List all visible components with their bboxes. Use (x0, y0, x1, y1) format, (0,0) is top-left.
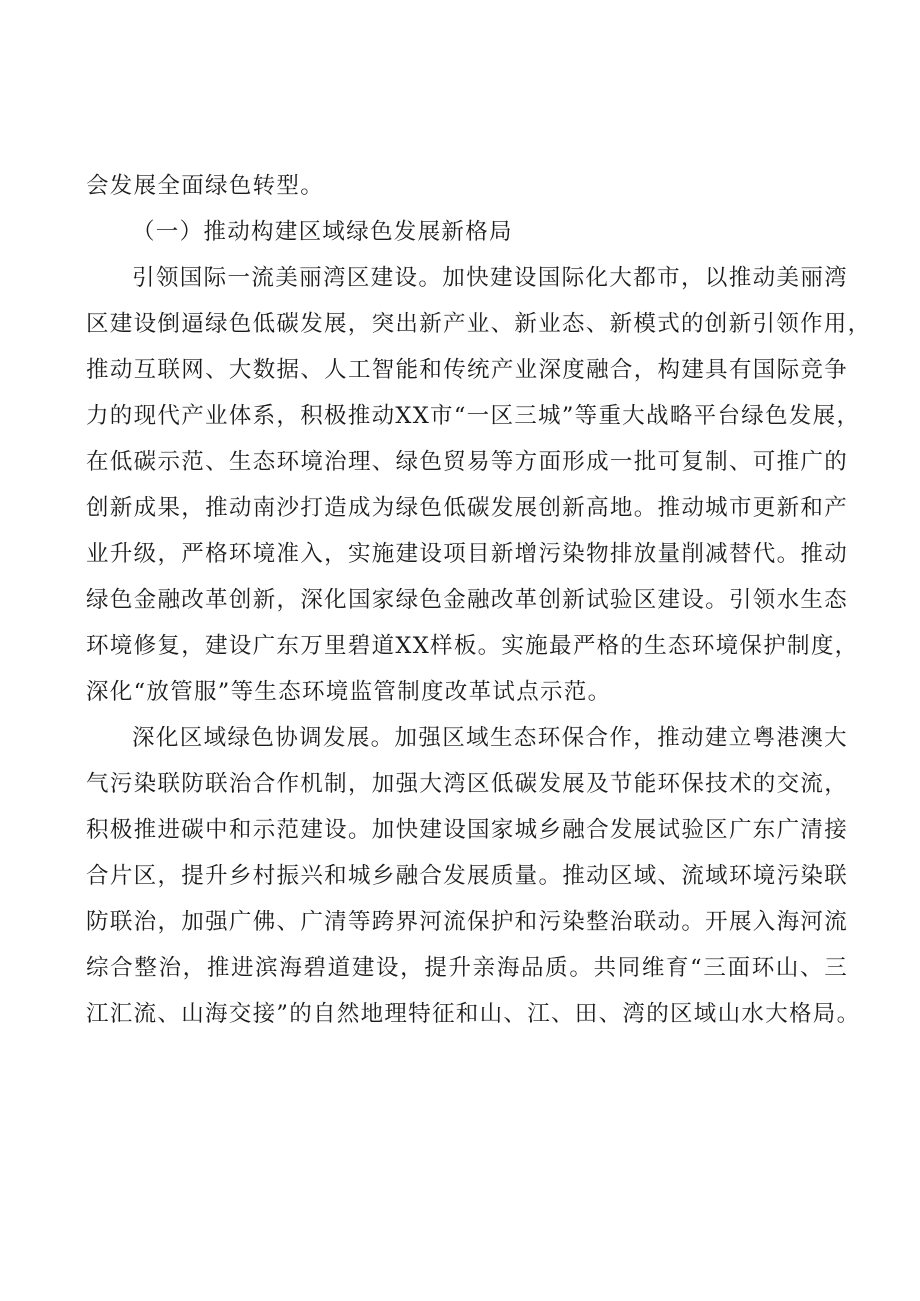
paragraph-line: 创新成果，推动南沙打造成为绿色低碳发展创新高地。推动城市更新和产 (86, 495, 848, 521)
paragraph-line: 在低碳示范、生态环境治理、绿色贸易等方面形成一批可复制、可推广的 (86, 449, 848, 475)
paragraph-line: 深化“放管服”等生态环境监管制度改革试点示范。 (86, 679, 612, 705)
paragraph-line: 深化区域绿色协调发展。加强区域生态环保合作，推动建立粤港澳大 (132, 725, 848, 751)
paragraph-green-bay-area (86, 255, 872, 715)
paragraph-line: 绿色金融改革创新，深化国家绿色金融改革创新试验区建设。引领水生态 (86, 587, 848, 613)
paragraph-line: 积极推进碳中和示范建设。加快建设国家城乡融合发展试验区广东广清接 (86, 817, 848, 843)
paragraph-line: 综合整治，推进滨海碧道建设，提升亲海品质。共同维育“三面环山、三 (86, 955, 848, 981)
paragraph-line: 环境修复，建设广东万里碧道XX样板。实施最严格的生态环境保护制度， (86, 633, 859, 659)
paragraph-line: 区建设倒逼绿色低碳发展，突出新产业、新业态、新模式的创新引领作用， (86, 311, 872, 337)
paragraph-line: 推动互联网、大数据、人工智能和传统产业深度融合，构建具有国际竞争 (86, 357, 848, 383)
paragraph-regional-coordination (86, 715, 861, 1037)
paragraph-line: 防联治，加强广佛、广清等跨界河流保护和污染整治联动。开展入海河流 (86, 909, 848, 935)
intro-tail-line: 会发展全面绿色转型。 (86, 173, 325, 199)
paragraph-line: 业升级，严格环境准入，实施建设项目新增污染物排放量削减替代。推动 (86, 541, 848, 567)
section-heading: （一）推动构建区域绿色发展新格局 (132, 219, 513, 245)
document-body (86, 163, 872, 1037)
paragraph-line: 合片区，提升乡村振兴和城乡融合发展质量。推动区域、流域环境污染联 (86, 863, 848, 889)
paragraph-line: 力的现代产业体系，积极推动XX市“一区三城”等重大战略平台绿色发展， (86, 403, 861, 429)
paragraph-line: 引领国际一流美丽湾区建设。加快建设国际化大都市，以推动美丽湾 (132, 265, 848, 291)
paragraph-line: 气污染联防联治合作机制，加强大湾区低碳发展及节能环保技术的交流， (86, 771, 848, 797)
paragraph-line: 江汇流、山海交接”的自然地理特征和山、江、田、湾的区域山水大格局。 (86, 1001, 861, 1027)
